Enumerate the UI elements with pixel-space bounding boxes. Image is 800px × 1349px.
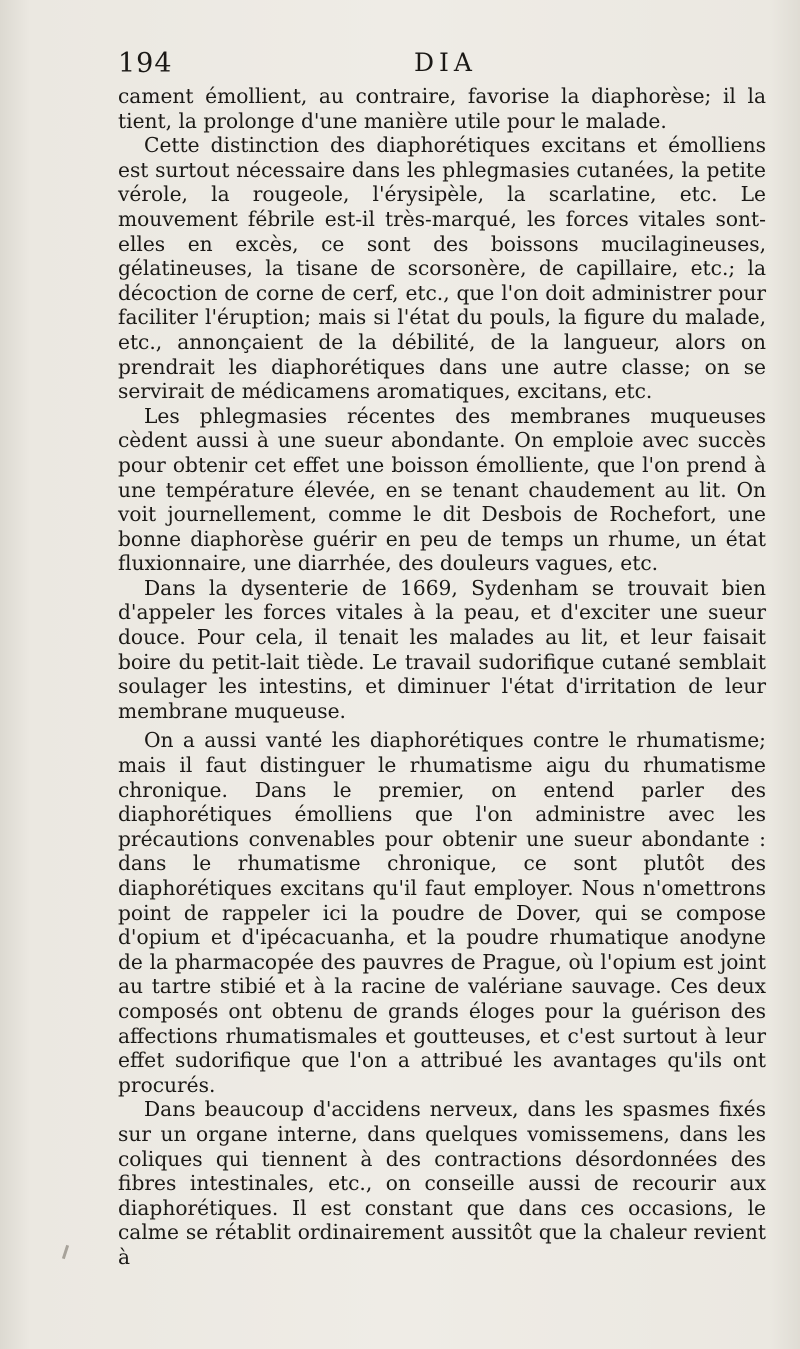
paragraph-continuation: cament émollient, au contraire, favorise la diaphorèse; il la tient, la prolonge d'une manière utile pour le malade. [118,84,766,133]
paragraph-accidens-nerveux: Dans beaucoup d'accidens nerveux, dans les spasmes fixés sur un organe interne, dans quelques vomissemens, dans les coliques qui tiennent à des contractions désordonnées des fibres intestinales, etc., on conseille aussi de recourir aux diaphorétiques. Il est constant que dans ces occasions, le calme se rétablit ordinairement aussitôt que la chaleur revient à [118,1097,766,1269]
ink-mark [62,1245,69,1259]
paragraph-dysenterie: Dans la dysenterie de 1669, Sydenham se trouvait bien d'appeler les forces vitales à la peau, et d'exciter une sueur douce. Pour cela, il tenait les malades au lit, et leur faisait boire du petit-lait tiède. Le travail sudorifique cutané semblait soulager les intestins, et diminuer l'état d'irritation de leur membrane muqueuse. [118,575,766,723]
paragraph-rhumatisme: On a aussi vanté les diaphorétiques contre le rhumatisme; mais il faut distinguer le rhumatisme aigu du rhumatisme chronique. Dans le premier, on entend parler des diaphorétiques émolliens que l'on administre avec les précautions convenables pour obtenir une sueur abondante : dans le rhumatisme chronique, ce sont plutôt des diaphorétiques excitans qu'il faut employer. Nous n'omettrons point de rappeler ici la poudre de Dover, qui se compose d'opium et d'ipécacuanha, et la poudre rhumatique anodyne de la pharmacopée des pauvres de Prague, où l'opium est joint au tartre stibié et à la racine de valériane sauvage. Ces deux composés ont obtenu de grands éloges pour la guérison des affections rhumatismales et goutteuses, et c'est surtout à leur effet sudorifique que l'on a attribué les avantages qu'ils ont procurés. [118,728,766,1097]
running-head: DIA [414,48,477,77]
page-number: 194 [118,48,173,79]
page-header [118,48,768,82]
paragraph-distinction: Cette distinction des diaphorétiques excitans et émolliens est surtout nécessaire dans les phlegmasies cutanées, la petite vérole, la rougeole, l'érysipèle, la scarlatine, etc. Le mouvement fébrile est-il très-marqué, les forces vitales sont-elles en excès, ce sont des boissons mucilagineuses, gélatineuses, la tisane de scorsonère, de capillaire, etc.; la décoction de corne de cerf, etc., que l'on doit administrer pour faciliter l'éruption; mais si l'état du pouls, la figure du malade, etc., annonçaient de la débilité, de la langueur, alors on prendrait les diaphorétiques dans une autre classe; on se servirait de médicamens aromatiques, excitans, etc. [118,133,766,404]
body-text [118,84,766,1270]
paragraph-phlegmasies: Les phlegmasies récentes des membranes muqueuses cèdent aussi à une sueur abondante. On emploie avec succès pour obtenir cet effet une boisson émolliente, que l'on prend à une température élevée, en se tenant chaudement au lit. On voit journellement, comme le dit Desbois de Rochefort, une bonne diaphorèse guérir en peu de temps un rhume, un état fluxionnaire, une diarrhée, des douleurs vagues, etc. [118,403,766,576]
